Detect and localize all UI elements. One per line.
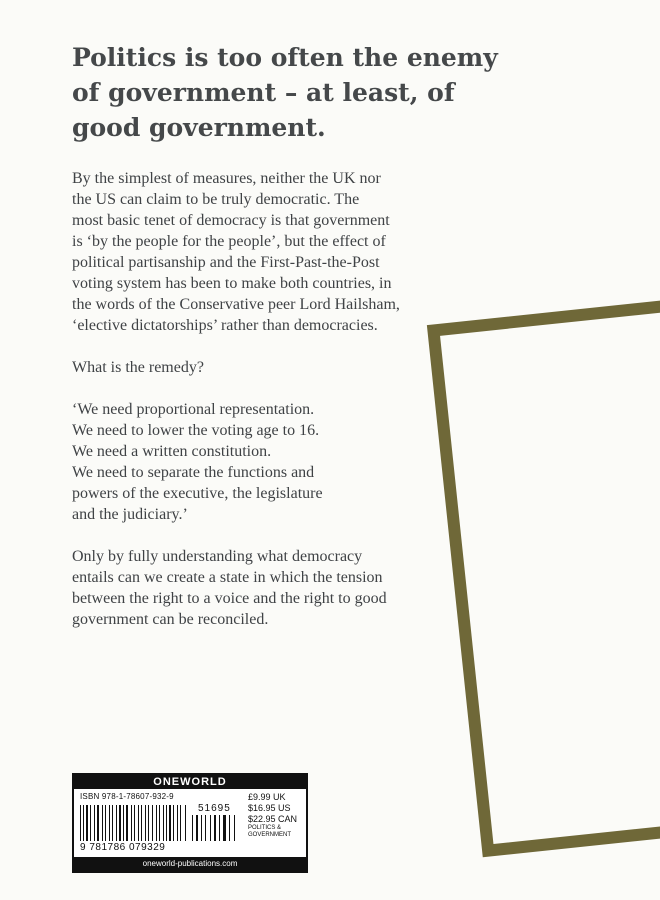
text-line: By the simplest of measures, neither the UK nor (72, 170, 381, 187)
text-line: We need a written constitution. (72, 443, 272, 460)
paragraph-question (72, 357, 452, 378)
barcode-panel (72, 773, 308, 873)
barcode-bar (207, 815, 209, 841)
barcode-bar (111, 805, 112, 841)
barcode-bar (80, 805, 81, 841)
barcode-bar (97, 805, 99, 841)
text-line: and the judiciary.’ (72, 506, 188, 523)
barcode-bar (82, 805, 83, 841)
barcode-bar (123, 805, 124, 841)
barcode-bar (148, 805, 149, 841)
barcode-bar (126, 805, 128, 841)
barcode-bar (158, 805, 159, 841)
barcode-bar (132, 805, 133, 841)
barcode-bar (182, 805, 184, 841)
headline-line: good government. (72, 113, 326, 142)
barcode-bar (214, 815, 216, 841)
headline-line: Politics is too often the enemy (72, 43, 498, 72)
barcode-bar (163, 805, 164, 841)
barcode-addon-icon (192, 815, 242, 841)
barcode-bar (141, 805, 142, 841)
headline (72, 40, 498, 145)
barcode-bar (118, 805, 119, 841)
price-uk: £9.99 UK (248, 792, 286, 802)
barcode-bar (134, 805, 135, 841)
barcode-bar (186, 805, 187, 841)
isbn-text: ISBN 978-1-78607-932-9 (80, 792, 174, 801)
barcode-bar (139, 805, 140, 841)
barcode-bar (234, 815, 235, 841)
text-line: the words of the Conservative peer Lord Hailsham, (72, 296, 400, 313)
barcode-bar (109, 805, 110, 841)
text-line: entails can we create a state in which the tension (72, 569, 383, 586)
price-can: $22.95 CAN (248, 814, 298, 824)
barcode-bar (210, 815, 211, 841)
text-line: political partisanship and the First-Past-the-Post (72, 254, 380, 271)
barcode-bar (175, 805, 176, 841)
price-list (248, 792, 297, 839)
headline-line: of government – at least, of (72, 78, 455, 107)
barcode-bar (223, 815, 226, 841)
paragraph-intro (72, 168, 452, 336)
text-line: most basic tenet of democracy is that government (72, 212, 390, 229)
barcode-bar (192, 815, 193, 841)
barcode-icon (80, 805, 188, 841)
text-line: the US can claim to be truly democratic. The (72, 191, 360, 208)
barcode-bar (165, 805, 166, 841)
barcode-bar (105, 805, 106, 841)
barcode-bar (92, 805, 93, 841)
barcode-bar (100, 805, 101, 841)
barcode-bar (107, 805, 108, 841)
barcode-bar (138, 805, 139, 841)
barcode-bar (150, 805, 151, 841)
barcode-bar (145, 805, 146, 841)
text-line: government can be reconciled. (72, 611, 269, 628)
barcode-bar (114, 805, 115, 841)
barcode-addon-digits: 51695 (198, 803, 231, 814)
barcode-bar (194, 815, 195, 841)
barcode-bar (85, 805, 86, 841)
barcode-bar (185, 805, 186, 841)
barcode-digits: 9 781786 079329 (80, 842, 166, 853)
barcode-bar (173, 805, 174, 841)
barcode-bar (103, 805, 104, 841)
barcode-bar (135, 805, 136, 841)
paragraph-quote (72, 399, 452, 525)
barcode-bar (89, 805, 90, 841)
barcode-bar (125, 805, 126, 841)
barcode-bar (177, 805, 178, 841)
barcode-bar (236, 815, 237, 841)
barcode-bar (212, 815, 213, 841)
price-us: $16.95 US (248, 803, 291, 813)
text-line: is ‘by the people for the people’, but the effect of (72, 233, 386, 250)
barcode-bar (229, 815, 230, 841)
barcode-bar (146, 805, 147, 841)
barcode-bar (153, 805, 155, 841)
barcode-bar (102, 805, 103, 841)
barcode-bar (119, 805, 120, 841)
text-line: between the right to a voice and the right to good (72, 590, 387, 607)
barcode-bar (90, 805, 91, 841)
barcode-bar (179, 805, 180, 841)
text-line: Only by fully understanding what democracy (72, 548, 363, 565)
text-line: voting system has been to make both countries, in (72, 275, 392, 292)
barcode-bar (122, 805, 123, 841)
blurb-body (72, 168, 452, 651)
barcode-bar (196, 815, 198, 841)
barcode-bar (116, 805, 117, 841)
barcode-bar (159, 805, 160, 841)
barcode-bar (180, 805, 181, 841)
barcode-bar (131, 805, 132, 841)
decorative-frame (427, 294, 660, 857)
category-line-1: POLITICS & (248, 825, 282, 831)
text-line: We need to lower the voting age to 16. (72, 422, 320, 439)
text-line: What is the remedy? (72, 359, 204, 376)
barcode-bar (219, 815, 220, 841)
paragraph-conclusion (72, 546, 452, 630)
publisher-website: oneworld-publications.com (74, 857, 306, 871)
text-line: ‘elective dictatorships’ rather than democracies. (72, 317, 378, 334)
barcode-bar (205, 815, 206, 841)
barcode-bar (94, 805, 95, 841)
barcode-bar (169, 805, 170, 841)
barcode-bar (156, 805, 157, 841)
barcode-bar (152, 805, 153, 841)
barcode-bar (201, 815, 202, 841)
barcode-bar (166, 805, 167, 841)
barcode-bar (199, 815, 200, 841)
barcode-bar (221, 815, 222, 841)
barcode-bar (217, 815, 218, 841)
barcode-bar (96, 805, 97, 841)
barcode-bar (203, 815, 204, 841)
barcode-bar (227, 815, 228, 841)
barcode-bar (83, 805, 84, 841)
category-line-2: GOVERNMENT (248, 832, 292, 838)
barcode-bar (172, 805, 173, 841)
text-line: We need to separate the functions and (72, 464, 315, 481)
publisher-logo: ONEWORLD (74, 775, 306, 789)
barcode-bar (112, 805, 113, 841)
barcode-bar (86, 805, 87, 841)
text-line: powers of the executive, the legislature (72, 485, 323, 502)
barcode-bar (231, 815, 233, 841)
barcode-bar (161, 805, 162, 841)
text-line: ‘We need proportional representation. (72, 401, 315, 418)
barcode-bar (168, 805, 169, 841)
barcode-bar (129, 805, 130, 841)
barcode-bar (143, 805, 144, 841)
